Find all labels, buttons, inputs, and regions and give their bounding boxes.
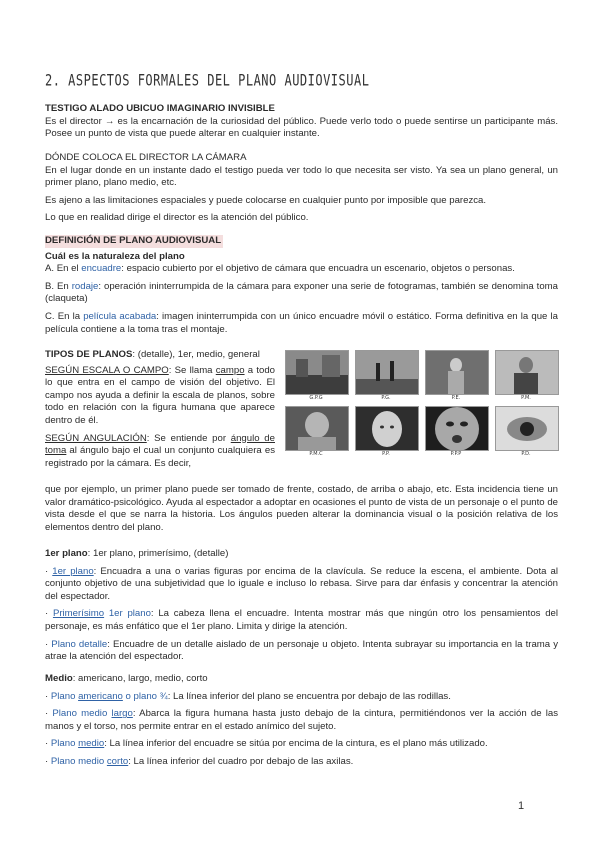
medio-block [45,673,558,769]
caption-ppp: P.P.P [450,451,462,457]
escala-term: SEGÚN ESCALA O CAMPO [45,364,169,376]
escala-paragraph: SEGÚN ESCALA O CAMPO: Se llama campo a todo lo que entra en el campo de visión del objetivo. El campo nos ayuda a definir la escala de planos, sobre todo en relación con la figura humana que aparece dentro de él. [45,364,275,426]
section-title: 2. ASPECTOS FORMALES DEL PLANO AUDIOVISUAL [45,70,370,90]
primerisimo-item: · Primerísimo 1er plano: La cabeza llena el encuadre. Intenta mostrar más que ningún otro los pensamientos del personaje, es más enfático que el 1er plano. Limita y dirige la atención. [45,608,558,632]
caption-pe: P.E. [451,395,461,401]
frame-ppp-image [425,406,489,451]
donde-heading: DÓNDE COLOCA EL DIRECTOR LA CÁMARA [45,152,247,163]
definicion-a: A. En el encuadre: espacio cubierto por el objetivo de cámara que encuadra un escenario, objetos o personas. [45,263,515,275]
caption-pd: P.D. [521,451,531,457]
frame-pm-image [495,350,559,395]
primer-plano-heading: 1er plano: 1er plano, primerísimo, (detalle) [45,548,229,559]
term-encuadre: encuadre [81,263,122,275]
definicion-heading: DEFINICIÓN DE PLANO AUDIOVISUAL [45,235,222,246]
primer-plano-block [45,548,558,664]
donde-block [45,152,558,225]
frame-pmc-image [285,406,349,451]
plano-medio-corto-item: · Plano medio corto: La línea inferior del cuadro por debajo de las axilas. [45,755,354,767]
definicion-subheading: Cuál es la naturaleza del plano [45,250,185,262]
plano-americano-item: · Plano americano o plano ¾: La línea inferior del plano se encuentra por debajo de las rodillas. [45,690,451,702]
frame-pd-image [495,406,559,451]
testigo-block [45,103,558,141]
frame-gpg-image [285,350,349,395]
caption-pm: P.M. [521,395,531,401]
tipos-block [45,349,275,470]
donde-p2: Es ajeno a las limitaciones espaciales y puede colocarse en cualquier punto por imposible que parezca. [45,194,487,206]
angulacion-continuation: que por ejemplo, un primer plano puede ser tomado de frente, costado, de arriba o abajo, etc. Esta incidencia tiene un valor dramático-psicológico. Ayuda al espectador a adoptar en ocasiones el punto de vista de un personaje o el punto de vista desde el que se narra la historia. Los ángulos pueden alterar la dominancia visual o la posición relativa de los elementos dentro del plano. [45,484,558,533]
donde-p1: En el lugar donde en un instante dado el testigo pueda ver todo lo que necesita ser visto. Ya sea un plano general, un primer plano, plano medio, etc. [45,164,558,189]
primer-plano-item: · 1er plano: Encuadra a una o varias figuras por encima de la clavícula. Se reduce la escena, el ambiente. Dota al conjunto objetivo de una subjetividad que lo iguale e incluso lo rebasa. Sirve para dar énfasis y concentrar la atención del espectador. [45,565,558,602]
plano-medio-largo-item: · Plano medio largo: Abarca la figura humana hasta justo debajo de la cintura, permitiéndonos ver la acción de las manos y el torso, nos permite entrar en el estado anímico del sujeto. [45,708,559,732]
angulacion-term: SEGÚN ANGULACIÓN [45,432,147,444]
frame-pg-image [355,350,419,395]
testigo-text: Es el director → es la encarnación de la curiosidad del público. Puede verlo todo o puede sentirse un participante más. Posee un punto de vista que puede alterar en cualquier instante. [45,115,558,140]
plano-detalle-item: · Plano detalle: Encuadre de un detalle aislado de un personaje u objeto. Intenta subrayar su importancia en la trama y atrae la atención del espectador. [45,638,558,663]
caption-pmc: P.M.C [309,451,323,457]
page-number: 1 [518,800,525,812]
testigo-heading: TESTIGO ALADO UBICUO IMAGINARIO INVISIBLE [45,103,275,114]
term-pelicula-acabada: película acabada [83,310,157,322]
medio-heading: Medio: americano, largo, medio, corto [45,673,208,684]
plano-medio-item: · Plano medio: La línea inferior del encuadre se sitúa por encima de la cintura, es el plano más utilizado. [45,738,488,750]
angulacion-paragraph: SEGÚN ANGULACIÓN: Se entiende por ángulo de toma al ángulo bajo el cual un conjunto cualquiera es registrado por la cámara. Es decir, [45,432,275,469]
term-rodaje: rodaje [71,280,99,292]
donde-p3: Lo que en realidad dirige el director es la atención del público. [45,212,309,224]
tipos-heading: TIPOS DE PLANOS: (detalle), 1er, medio, general [45,349,260,360]
caption-gpg: G.P.G [309,395,323,401]
plane-scale-gallery [285,350,561,464]
definicion-c: C. En la película acabada: imagen ininterrumpida con un único encuadre móvil o estático. Forma definitiva en la que la película contiene a la toma tras el montaje. [45,310,558,335]
frame-pe-image [425,350,489,395]
caption-pg: P.G. [381,395,391,401]
definicion-block [45,235,558,336]
caption-pp: P.P. [382,451,390,457]
definicion-b: B. En rodaje: operación ininterrumpida de la cámara para exponer una serie de fotogramas, también se denomina toma (claqueta) [45,280,558,305]
frame-pp-image [355,406,419,451]
